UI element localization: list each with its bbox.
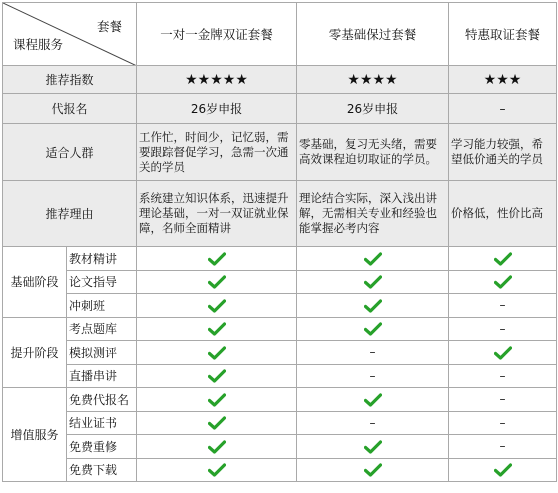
availability-cell-discount [449, 247, 557, 271]
availability-cell-gold [137, 247, 297, 271]
feature-row [3, 364, 557, 388]
checkmark-icon [364, 440, 382, 454]
availability-cell-zero-basis [297, 364, 449, 388]
availability-cell-zero-basis [297, 317, 449, 341]
recommend-index-row [3, 66, 557, 94]
checkmark-icon [364, 463, 382, 477]
feature-name: 冲刺班 [67, 294, 137, 318]
cell-value: 26岁申报 [297, 94, 449, 124]
checkmark-icon [494, 346, 512, 360]
availability-cell-discount [449, 458, 557, 482]
row-label: 适合人群 [3, 124, 137, 181]
feature-row [3, 458, 557, 482]
audience-row [3, 124, 557, 181]
feature-name: 模拟测评 [67, 341, 137, 365]
checkmark-icon [208, 369, 226, 383]
reason-row [3, 181, 557, 247]
feature-row [3, 411, 557, 435]
registration-row [3, 94, 557, 124]
not-included-dash: – [369, 345, 376, 360]
header-row [3, 3, 557, 66]
availability-cell-discount [449, 435, 557, 459]
feature-name: 论文指导 [67, 270, 137, 294]
feature-name: 免费下载 [67, 458, 137, 482]
feature-row [3, 247, 557, 271]
corner-header-cell [3, 3, 137, 66]
row-label: 推荐指数 [3, 66, 137, 94]
checkmark-icon [208, 393, 226, 407]
availability-cell-zero-basis [297, 270, 449, 294]
checkmark-icon [494, 275, 512, 289]
checkmark-icon [208, 275, 226, 289]
cell-value: 26岁申报 [137, 94, 297, 124]
checkmark-icon [364, 322, 382, 336]
availability-cell-discount [449, 317, 557, 341]
stage-label: 提升阶段 [3, 317, 67, 388]
cell-text: 学习能力较强，希望低价通关的学员 [449, 124, 557, 181]
not-included-dash: – [499, 368, 506, 383]
availability-cell-gold [137, 388, 297, 412]
not-included-dash: – [499, 439, 506, 454]
star-rating: ★★★★ [297, 66, 449, 94]
availability-cell-zero-basis [297, 388, 449, 412]
corner-label-package: 套餐 [96, 19, 122, 34]
not-included-dash: – [499, 415, 506, 430]
availability-cell-gold [137, 294, 297, 318]
availability-cell-discount [449, 388, 557, 412]
feature-name: 教材精讲 [67, 247, 137, 271]
corner-label-service: 课程服务 [13, 37, 64, 52]
availability-cell-zero-basis [297, 435, 449, 459]
availability-cell-zero-basis [297, 247, 449, 271]
checkmark-icon [494, 463, 512, 477]
feature-row [3, 341, 557, 365]
feature-rows [3, 247, 557, 482]
availability-cell-zero-basis [297, 341, 449, 365]
star-rating: ★★★★★ [137, 66, 297, 94]
not-included-dash: – [369, 415, 376, 430]
availability-cell-gold [137, 317, 297, 341]
checkmark-icon [494, 252, 512, 266]
checkmark-icon [208, 346, 226, 360]
stage-label: 基础阶段 [3, 247, 67, 318]
not-included-dash: – [499, 298, 506, 313]
checkmark-icon [364, 252, 382, 266]
cell-text: 工作忙，时间少，记忆弱，需要跟踪督促学习，急需一次通关的学员 [137, 124, 297, 181]
cell-text: 零基础，复习无头绪，需要高效课程迫切取证的学员。 [297, 124, 449, 181]
cell-text: 系统建立知识体系，迅速提升理论基础，一对一双证就业保障，名师全面精讲 [137, 181, 297, 247]
feature-name: 考点题库 [67, 317, 137, 341]
package-comparison-table [2, 2, 557, 482]
checkmark-icon [364, 393, 382, 407]
checkmark-icon [208, 416, 226, 430]
availability-cell-gold [137, 411, 297, 435]
cell-text: 理论结合实际，深入浅出讲解，无需相关专业和经验也能掌握必考内容 [297, 181, 449, 247]
availability-cell-gold [137, 270, 297, 294]
checkmark-icon [364, 275, 382, 289]
checkmark-icon [208, 252, 226, 266]
package-header-gold: 一对一金牌双证套餐 [137, 3, 297, 66]
star-rating: ★★★ [449, 66, 557, 94]
checkmark-icon [208, 299, 226, 313]
availability-cell-gold [137, 458, 297, 482]
feature-row [3, 270, 557, 294]
feature-row [3, 317, 557, 341]
feature-name: 免费代报名 [67, 388, 137, 412]
feature-row [3, 388, 557, 412]
checkmark-icon [364, 299, 382, 313]
availability-cell-gold [137, 341, 297, 365]
package-header-zero-basis: 零基础保过套餐 [297, 3, 449, 66]
availability-cell-gold [137, 435, 297, 459]
availability-cell-zero-basis [297, 458, 449, 482]
checkmark-icon [208, 463, 226, 477]
not-included-dash: – [499, 321, 506, 336]
feature-name: 直播串讲 [67, 364, 137, 388]
availability-cell-zero-basis [297, 411, 449, 435]
availability-cell-gold [137, 364, 297, 388]
checkmark-icon [208, 322, 226, 336]
feature-name: 免费重修 [67, 435, 137, 459]
availability-cell-discount [449, 270, 557, 294]
availability-cell-discount [449, 364, 557, 388]
availability-cell-discount [449, 341, 557, 365]
checkmark-icon [208, 440, 226, 454]
cell-value: – [449, 94, 557, 124]
not-included-dash: – [499, 392, 506, 407]
availability-cell-discount [449, 411, 557, 435]
feature-row [3, 294, 557, 318]
availability-cell-zero-basis [297, 294, 449, 318]
not-included-dash: – [369, 368, 376, 383]
package-header-discount: 特惠取证套餐 [449, 3, 557, 66]
row-label: 推荐理由 [3, 181, 137, 247]
feature-row [3, 435, 557, 459]
stage-label: 增值服务 [3, 388, 67, 482]
cell-text: 价格低，性价比高 [449, 181, 557, 247]
row-label: 代报名 [3, 94, 137, 124]
feature-name: 结业证书 [67, 411, 137, 435]
availability-cell-discount [449, 294, 557, 318]
